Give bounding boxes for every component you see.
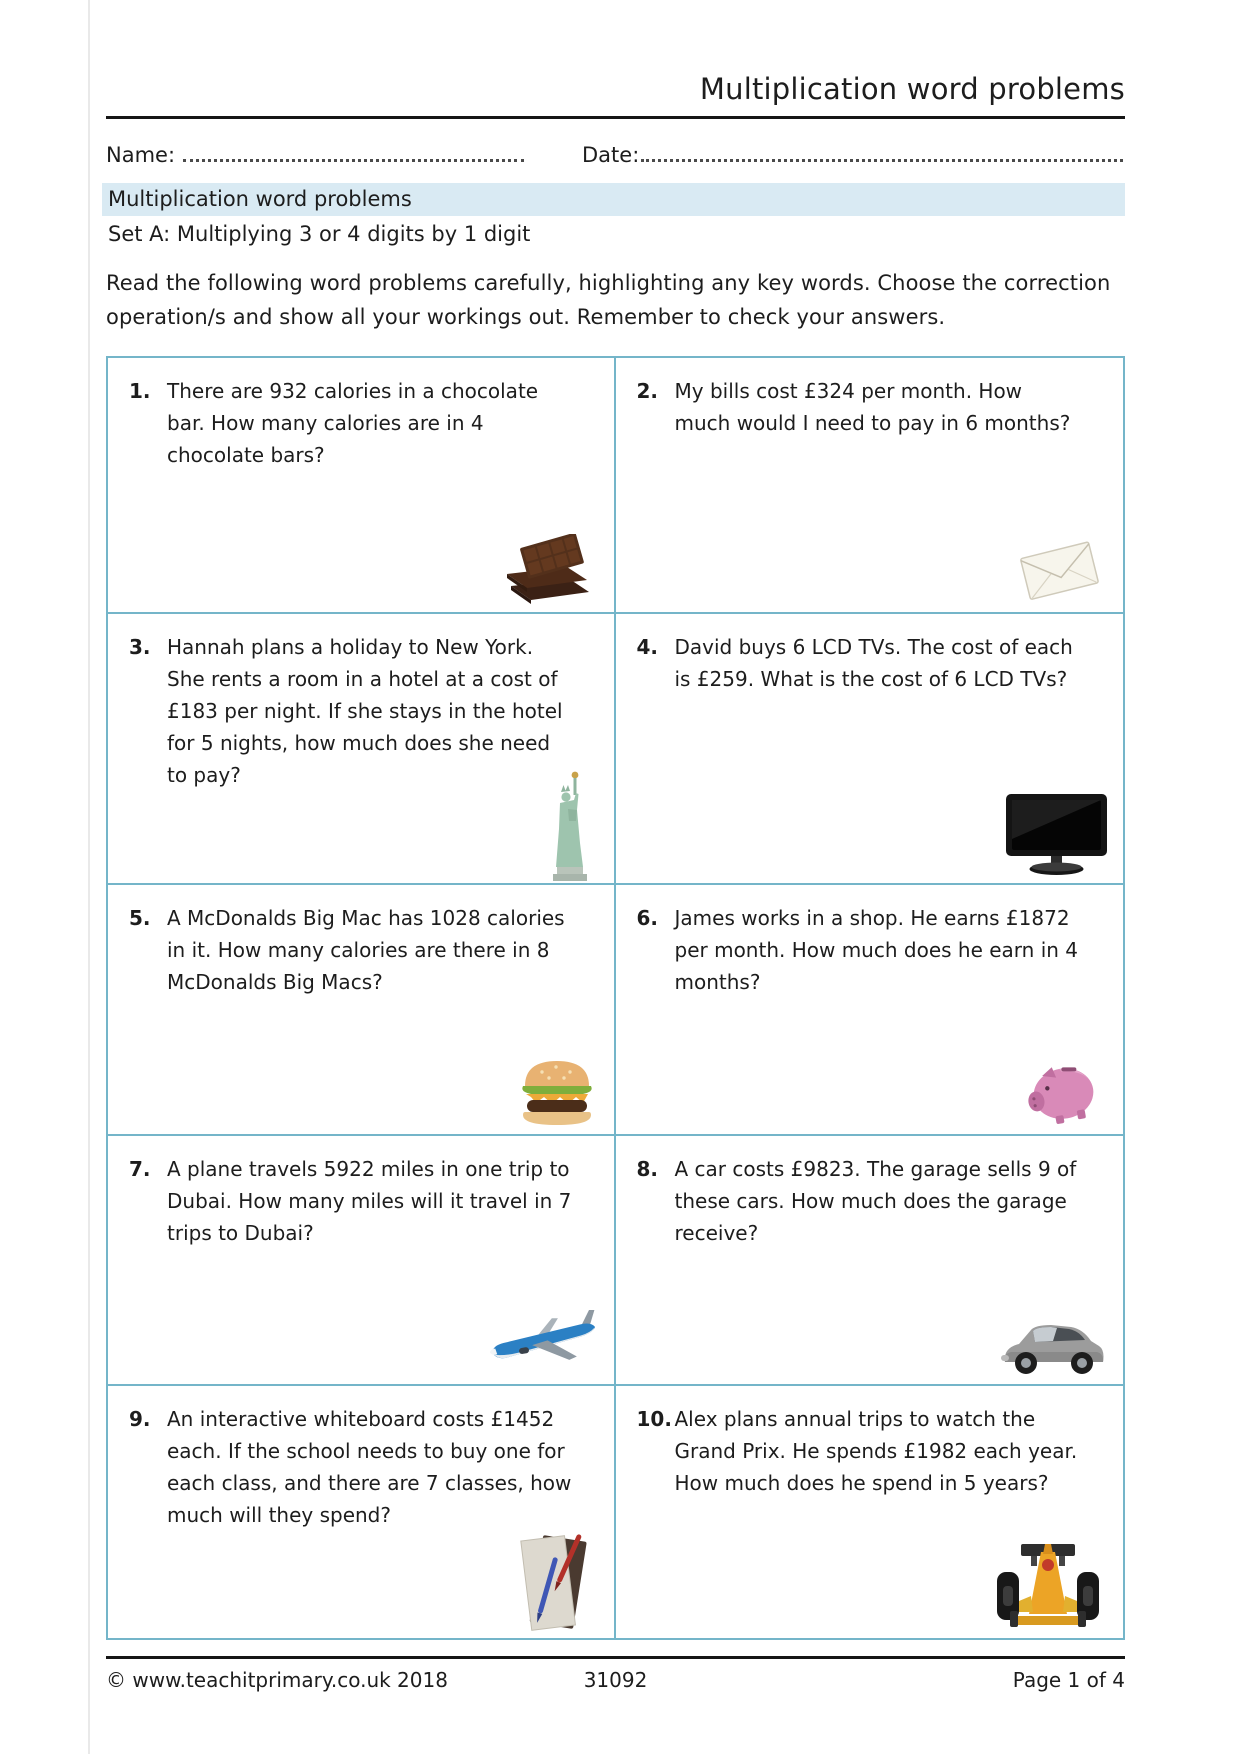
question-text: A car costs £9823. The garage sells 9 of these cars. How much does the garage receive?	[674, 1157, 1077, 1246]
question-text: Alex plans annual trips to watch the Grand Prix. He spends £1982 each year. How much does he spend in 5 years?	[674, 1407, 1078, 1496]
car-icon	[999, 1312, 1107, 1378]
race-car-icon	[995, 1542, 1101, 1634]
question-cell-5	[108, 885, 616, 1136]
burger-icon	[518, 1054, 596, 1126]
footer-copyright: © www.teachitprimary.co.uk 2018	[106, 1668, 448, 1693]
document-footer	[106, 1656, 1125, 1692]
question-cell-9	[108, 1386, 616, 1638]
statue-of-liberty-icon	[550, 769, 590, 881]
page-title: Multiplication word problems	[699, 72, 1125, 106]
footer-page-info: Page 1 of 4	[1012, 1668, 1125, 1693]
instructions-text: Read the following word problems carefully, highlighting any key words. Choose the correction operation/s and show all your workings out. Remember to check your answers.	[106, 271, 1111, 330]
question-text: David buys 6 LCD TVs. The cost of each is £259. What is the cost of 6 LCD TVs?	[674, 635, 1073, 692]
question-cell-1	[108, 358, 616, 614]
question-cell-10	[616, 1386, 1124, 1638]
question-cell-7	[108, 1136, 616, 1386]
question-number: 5.	[129, 906, 151, 931]
question-text: My bills cost £324 per month. How much would I need to pay in 6 months?	[674, 379, 1071, 436]
question-number: 6.	[636, 906, 659, 931]
question-text: Hannah plans a holiday to New York. She rents a room in a hotel at a cost of £183 per night. If she stays in the hotel for 5 nights, how much does she need to pay?	[167, 635, 563, 788]
question-number: 3.	[129, 635, 151, 660]
date-fill-line	[641, 143, 1123, 162]
name-label: Name:	[106, 143, 176, 167]
question-number: 9.	[129, 1407, 151, 1432]
page-edge-line	[88, 0, 90, 1754]
date-label: Date:	[582, 143, 640, 167]
question-number: 7.	[129, 1157, 151, 1182]
piggy-bank-icon	[1025, 1058, 1097, 1124]
envelope-icon	[1016, 536, 1101, 602]
question-number: 4.	[636, 635, 659, 660]
question-text: James works in a shop. He earns £1872 per month. How much does he earn in 4 months?	[674, 906, 1079, 995]
questions-table	[106, 356, 1125, 1640]
question-number: 1.	[129, 379, 151, 404]
notepad-pens-icon	[516, 1530, 596, 1636]
question-cell-3	[108, 614, 616, 885]
worksheet-page	[106, 0, 1125, 1692]
worksheet-title-highlight: Multiplication word problems	[102, 183, 1125, 216]
footer-document-id: 31092	[583, 1668, 648, 1693]
chocolate-bar-icon	[501, 534, 596, 606]
question-cell-4	[616, 614, 1124, 885]
question-text: An interactive whiteboard costs £1452 each. If the school needs to buy one for each class, and there are 7 classes, how much will they spend?	[167, 1407, 572, 1528]
question-text: A plane travels 5922 miles in one trip to Dubai. How many miles will it travel in 7 trips to Dubai?	[167, 1157, 572, 1246]
document-header	[106, 0, 1125, 119]
question-text: There are 932 calories in a chocolate bar. How many calories are in 4 chocolate bars?	[167, 379, 539, 468]
name-fill-line	[183, 143, 524, 162]
worksheet-subtitle: Set A: Multiplying 3 or 4 digits by 1 digit	[108, 222, 531, 246]
name-date-row	[106, 143, 1125, 167]
lcd-tv-icon	[1004, 793, 1109, 877]
question-cell-8	[616, 1136, 1124, 1386]
question-text: A McDonalds Big Mac has 1028 calories in it. How many calories are there in 8 McDonalds Big Macs?	[167, 906, 565, 995]
question-number: 10.	[636, 1407, 672, 1432]
name-field	[106, 143, 526, 167]
question-cell-6	[616, 885, 1124, 1136]
question-cell-2	[616, 358, 1124, 614]
question-number: 8.	[636, 1157, 659, 1182]
date-field	[582, 143, 1125, 167]
question-number: 2.	[636, 379, 659, 404]
airplane-icon	[488, 1310, 600, 1376]
